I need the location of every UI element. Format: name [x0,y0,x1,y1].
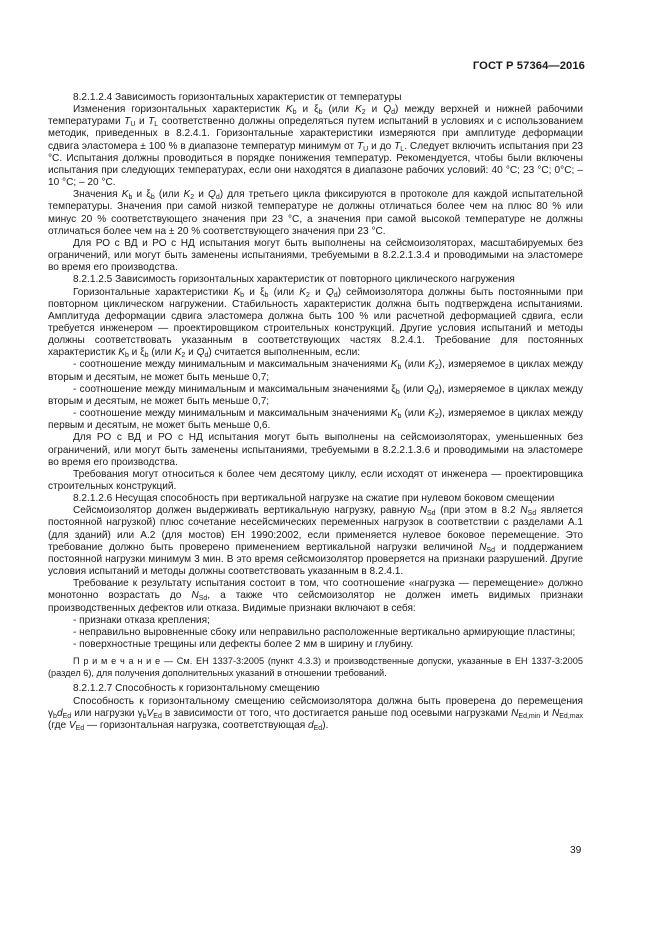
paragraph: 8.2.1.2.5 Зависимость горизонтальных характеристик от повторного циклического нагружения [73,274,515,286]
paragraph: 8.2.1.2.4 Зависимость горизонтальных характеристик от температуры [73,92,402,103]
paragraph: Требование к результату испытания состоит в том, что соотношение «нагрузка — перемещение» должно монотонно возрастать до $N_{Sd}$, а также что сейсмоизолятор не должен иметь видимых признаки производственных дефектов или отказа. Видимые признаки включают в себя: [48,578,583,614]
list-item: - соотношение между минимальным и максимальным значениями $K_b$ (или $K_2$), измеряемое в циклах между первым и десятым, не может быть меньше 0,6. [48,408,583,432]
paragraph: Для РО с ВД и РО с НД испытания могут быть выполнены на сейсмоизоляторах, масштабируемых без ограничений, или могут быть заменены испытаниями, требуемыми в 8.2.2.1.3.4 и проводимыми на эластомере во время его производства. [48,237,583,274]
paragraph: 8.2.1.2.7 Способность к горизонтальному смещению [73,683,320,695]
paragraph: Сейсмоизолятор должен выдерживать вертикальную нагрузку, равную $N_{Sd}$ (при этом в 8.2 $N_{Sd}$ является постоянной нагрузкой) плюс сочетание несейсмических переменных нагрузок в соответствии с разделами А.1 (для зданий) или А.2 (для мостов) ЕН 1990:2002, если применяется нулевое боковое перемещение. Это требование должно быть проверено применением вертикальной нагрузки величиной $N_{Sd}$ и поддержанием постоянной нагрузки минимум 3 мин. В это время сейсмоизолятор проверяется на признаки разрушений. Другие условия испытаний и методы должны соответствовать указанным в 8.2.4.1. [48,505,584,578]
list-item: - признаки отказа крепления; [73,614,210,626]
paragraph: 8.2.1.2.6 Несущая способность при вертикальной нагрузке на сжатие при нулевом боковом смещении [73,493,555,505]
standard-header: ГОСТ Р 57364—2016 [472,60,585,72]
paragraph: Изменения горизонтальных характеристик $K_b$ и $\xi_b$ (или $K_2$ и $Q_d$) между верхней и нижней рабочими температурами $T_U$ и $T_L$ соответственно должны определяться путем испытаний в условиях и с использованием методик, приведенных в 8.2.4.1. Горизонтальные характеристики измеряются при амплитуде деформации сдвига эластомера ± 100 % в диапазоне температур минимум от $T_U$ и до $T_L$. Следует включить испытания при 23 °С. Испытания должны проводиться в порядке понижения температур. Рекомендуется, чтобы были включены испытания при следующих температурах, если они находятся в диапазоне рабочих условий: 40 °С; 23 °С; 0°С; – 10 °С; – 20 °С. [48,104,584,189]
list-item: - соотношение между минимальным и максимальным значениями $K_b$ (или $K_2$), измеряемое в циклах между вторым и десятым, не может быть меньше 0,7; [48,359,583,383]
paragraph: Способность к горизонтальному смещению сейсмоизолятора должна быть проверена до перемещения $\gamma_bd_{Ed}$ или нагрузки $\gamma_bV_{Ed}$ в зависимости от того, что достигается раньше под осевыми нагрузками $N_{Ed,min}$ и $N_{Ed,max}$ (где $V_{Ed}$ — горизонтальная нагрузка, соответствующая $d_{Ed}$). [48,695,583,732]
note-paragraph: П р и м е ч а н и е — См. ЕН 1337-3:2005 (пункт 4.3.3) и производственные допуски, указанные в ЕН 1337-3:2005 (раздел 6), для получения дополнительных указаний в отношении требований. [48,656,583,678]
list-item: - поверхностные трещины или дефекты более 2 мм в ширину и глубину. [73,639,414,651]
paragraph: Горизонтальные характеристики $K_b$ и $\xi_b$ (или $K_2$ и $Q_d$) сеймоизолятора должны быть постоянными при повторном циклическом нагружении. Стабильность характеристик должна быть подтверждена испытаниями. Амплитуда деформации сдвига эластомера должна быть 100 % или расчетной деформацией сдвига, если требуется инженером — проектировщиком строительных конструкций. Другие условия испытаний и методы должны соответствовать указанным в соответствующих частях 8.2.4.1. Требование для постоянных характеристик $K_b$ и $\xi_b$ (или $K_2$ и $Q_d$) считается выполненным, если: [48,286,583,360]
page-number: 39 [570,845,582,856]
document-body [48,92,583,732]
list-item: - неправильно выровненные сбоку или неправильно расположенные вертикально армирующие пластины; [73,626,576,638]
paragraph: Значения $K_b$ и $\xi_b$ (или $K_2$ и $Q_d$) для третьего цикла фиксируются в протоколе для каждой испытательной температуры. Значения при самой низкой температуре не должны отличаться более чем на плюс 80 % или минус 20 % соответствующего значения при 23 °С, а значения при самой высокой температуре не должны отличаться более чем на ± 20 % соответствующего значения при 23 °С. [48,189,583,237]
paragraph: Для РО с ВД и РО с НД испытания могут быть выполнены на сейсмоизоляторах, уменьшенных без ограничений, или могут быть заменены испытаниями, требуемыми в 8.2.2.1.3.6 и проводимыми на эластомере во время его производства. [48,432,583,468]
paragraph: Требования могут относиться к более чем десятому циклу, если исходят от инженера — проектировщика строительных конструкций. [48,468,583,492]
list-item: - соотношение между минимальным и максимальным значениями $\xi_b$ (или $Q_d$), измеряемое в циклах между вторым и десятым, не может быть меньше 0,7; [48,383,583,407]
